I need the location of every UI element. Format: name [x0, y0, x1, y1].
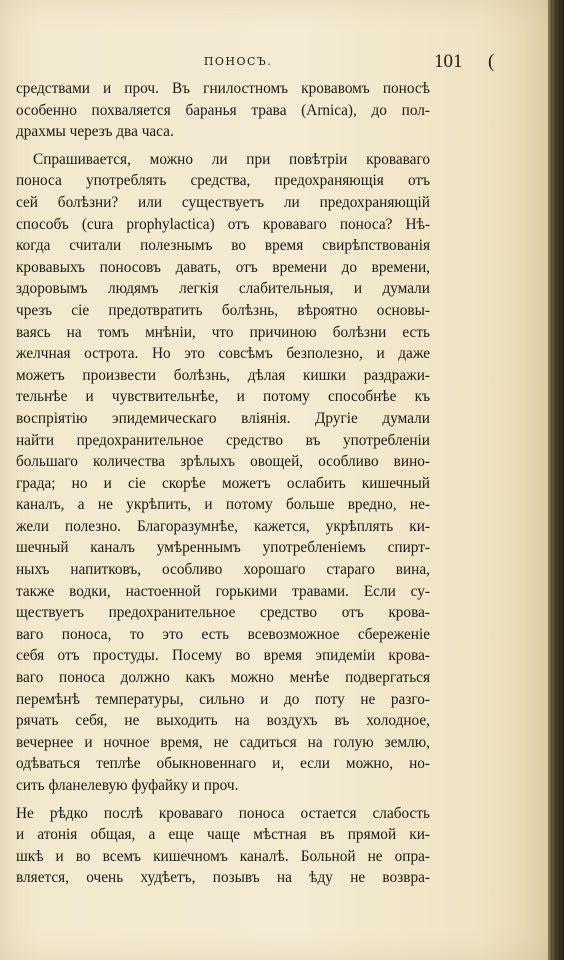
paragraph	[16, 803, 430, 889]
text-line: ваго поноса, то это есть всевозможное сбереженіе	[16, 625, 430, 643]
page-edge-line	[555, 0, 556, 960]
text-line: найти предохранительное средство въ употребленіи	[16, 431, 430, 449]
page-number: 101	[434, 51, 463, 72]
text-line: сей болѣзни? или существуетъ ли предохраняющій	[16, 193, 430, 211]
text-line: драхмы черезъ два часа.	[16, 123, 174, 141]
paragraph	[16, 78, 430, 143]
page-edge-line	[559, 0, 560, 960]
text-line: здоровымъ людямъ легкія слабительныя, и думали	[16, 280, 430, 298]
text-line: жели полезно. Благоразумнѣе, кажется, укрѣплять ки-	[16, 517, 430, 535]
text-line: и атонія общая, а еще чаще мѣстная въ прямой ки-	[16, 826, 430, 844]
text-line: себя отъ простуды. Посему во время эпидеміи крова-	[16, 647, 430, 665]
text-line: способъ (cura prophylactica) отъ кроваваго поноса? Нѣ-	[16, 215, 430, 233]
running-head: ПОНОСЪ.	[203, 55, 273, 68]
text-line: тельнѣе и чувствительнѣе, и потому способнѣе къ	[16, 388, 430, 406]
text-line: средствами и проч. Въ гнилостномъ кровавомъ поносѣ	[16, 80, 430, 97]
text-line: также водки, настоенной горькими травами. Если су-	[16, 582, 430, 600]
text-line: каналъ, а не укрѣпить, и потому больше вредно, не-	[16, 496, 430, 514]
text-line: одѣваться теплѣе обыкновеннаго и, если можно, но-	[16, 755, 430, 773]
text-line: желчная острота. Но это совсѣмъ безполезно, и даже	[16, 345, 430, 363]
page-edge-line	[551, 0, 552, 960]
text-line: когда считали полезнымъ во время свирѣпствованія	[16, 237, 430, 255]
text-line: кровавыхъ поносовъ давать, отъ времени до времени,	[16, 258, 430, 276]
text-line: большаго количества зрѣлыхъ овощей, особливо вино-	[16, 453, 430, 471]
paragraph	[16, 149, 430, 797]
book-edge	[548, 0, 564, 960]
text-line: вечернее и ночное время, не садиться на голую землю,	[16, 733, 430, 751]
text-line: особенно похваляется баранья трава (Arnica), до пол-	[16, 101, 430, 119]
page-header	[0, 50, 548, 72]
text-line: Спрашивается, можно ли при повѣтріи кроваваго	[33, 150, 430, 168]
margin-mark: (	[488, 51, 495, 72]
text-line: ныхъ напитковъ, особливо хорошаго стараго вина,	[16, 561, 430, 579]
text-line: шечный каналъ умѣреннымъ употребленіемъ спирт-	[16, 539, 430, 557]
text-line: ваясь на томъ мнѣніи, что причиною болѣзни есть	[16, 323, 430, 341]
text-line: вляется, очень худѣетъ, позывъ на ѣду не возвра-	[16, 869, 430, 887]
text-line: шкѣ и во всемъ кишечномъ каналѣ. Больной не опра-	[16, 847, 430, 865]
text-line: рячать себя, не выходить на воздухъ въ холодное,	[16, 712, 430, 730]
text-line: воспріятію эпидемическаго вліянія. Другіе думали	[16, 409, 430, 427]
text-line: ваго поноса должно какъ можно менѣе подвергаться	[16, 669, 430, 687]
body-text	[16, 78, 430, 889]
text-line: ществуетъ предохранительное средство отъ крова-	[16, 604, 430, 622]
text-line: можетъ произвести болѣзнь, дѣлая кишки раздражи-	[16, 366, 430, 384]
text-line: перемѣнѣ температуры, сильно и до поту не разго-	[16, 690, 430, 708]
text-line: поноса употреблять средства, предохраняющія отъ	[16, 172, 430, 190]
text-line: чрезъ сіе предотвратить болѣзнь, вѣроятно основы-	[16, 301, 430, 319]
text-line: града; но и сіе скорѣе можетъ ослабить кишечный	[16, 474, 430, 492]
text-line: сить фланелевую фуфайку и проч.	[16, 777, 239, 794]
text-line: Не рѣдко послѣ кроваваго поноса остается слабость	[16, 804, 430, 822]
